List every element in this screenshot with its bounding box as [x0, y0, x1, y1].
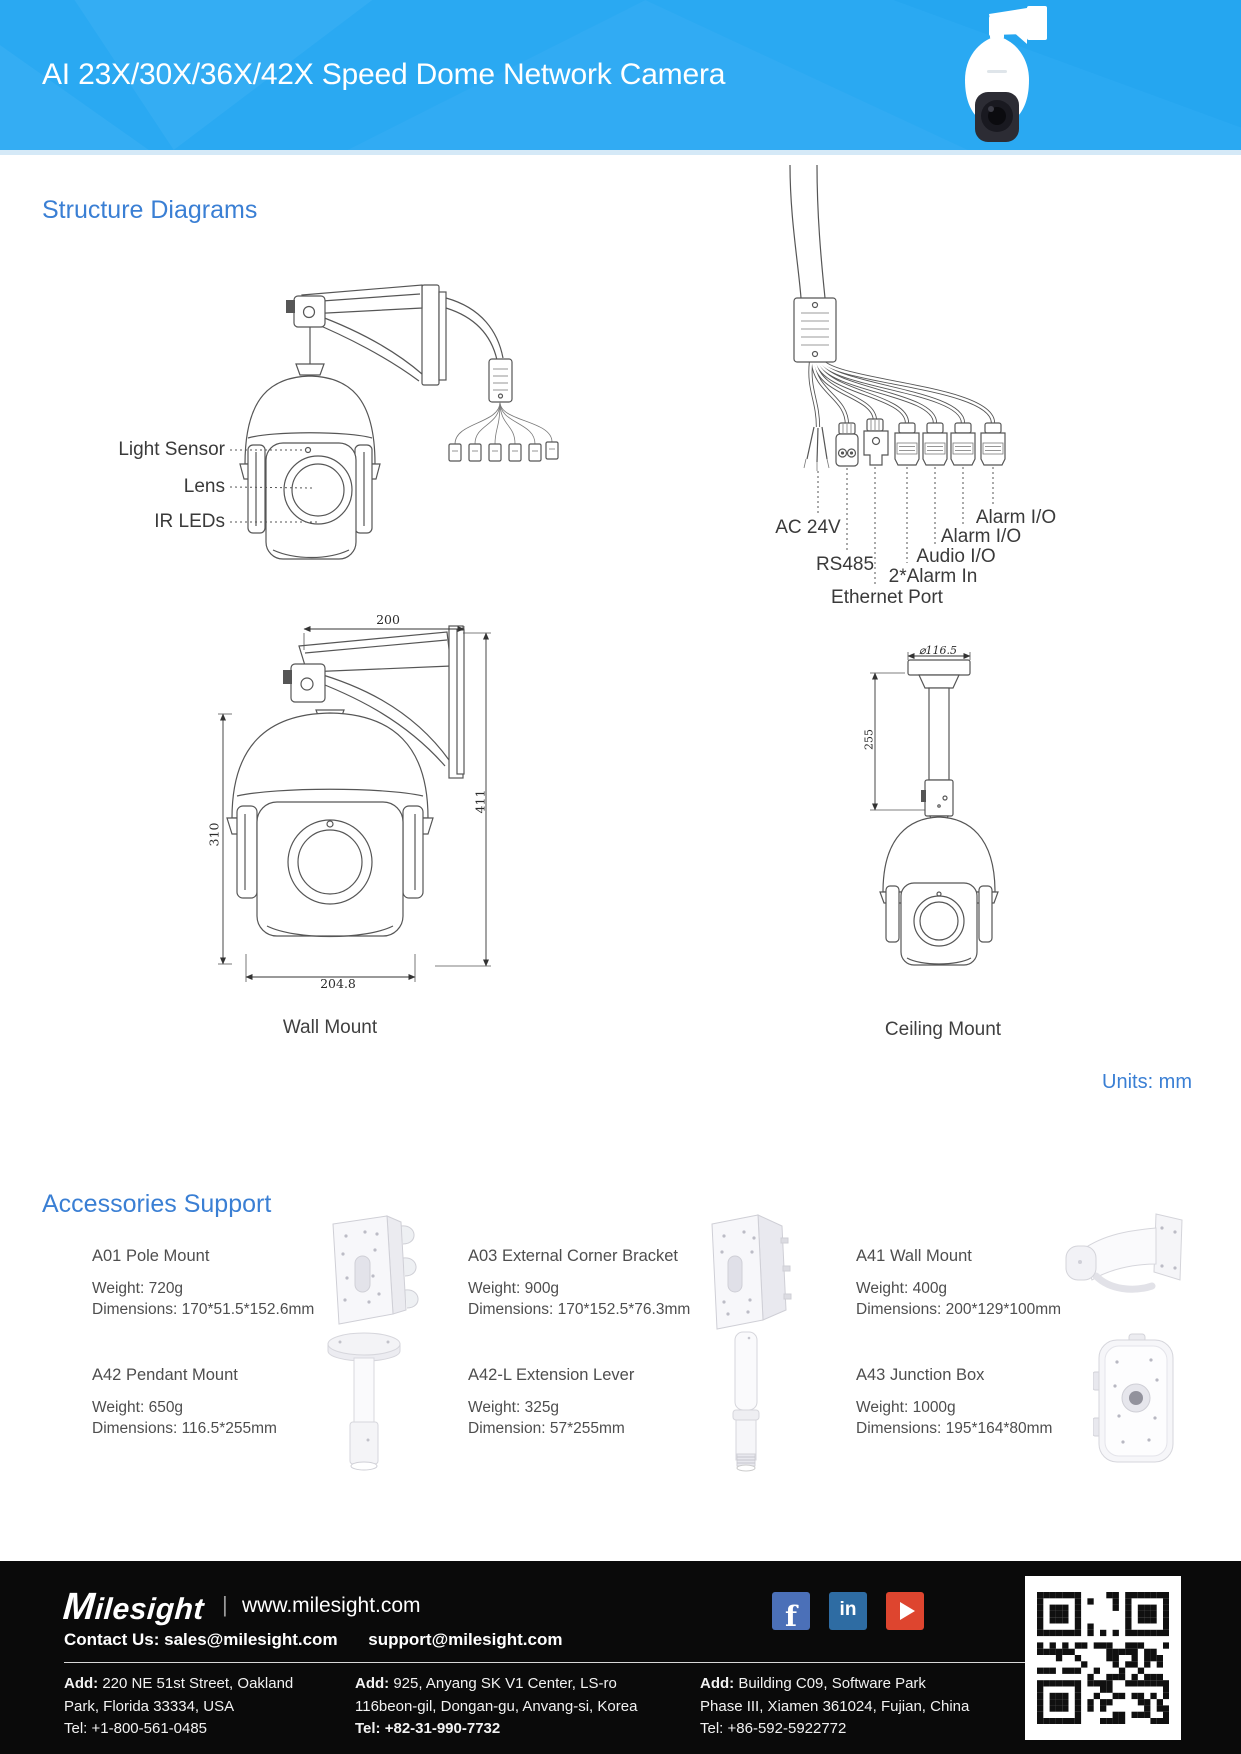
address-line: 220 NE 51st Street, Oakland [98, 1675, 294, 1692]
label-ir-leds: IR LEDs [154, 511, 225, 532]
address-line: 116beon-gil, Dongan-gu, Anvang-si, Korea [355, 1697, 638, 1715]
milesight-logo: Milesight [61, 1586, 206, 1628]
accessory-dimensions: Dimensions: 170*152.5*76.3mm [468, 1301, 691, 1318]
dim-height-255: 255 [862, 729, 876, 750]
accessory-name: A42 Pendant Mount [92, 1366, 238, 1384]
wall-mount-caption: Wall Mount [282, 1017, 378, 1038]
accessory-dimensions: Dimensions: 195*164*80mm [856, 1420, 1053, 1437]
page-title: AI 23X/30X/36X/42X Speed Dome Network Camera [42, 58, 726, 91]
address-usa [64, 1673, 342, 1741]
address-line: 925, Anyang SK V1 Center, LS-ro [389, 1675, 617, 1692]
ceiling-mount-dimension-diagram [855, 640, 1010, 985]
facebook-icon[interactable] [772, 1592, 810, 1633]
structure-diagrams-heading: Structure Diagrams [42, 196, 258, 224]
accessory-name: A43 Junction Box [856, 1366, 985, 1384]
accessory-name: A03 External Corner Bracket [468, 1247, 679, 1265]
label-light-sensor: Light Sensor [118, 439, 225, 460]
address-china [700, 1673, 1018, 1741]
accessory-name: A42-L Extension Lever [468, 1366, 635, 1384]
label-rs485: RS485 [815, 554, 875, 575]
add-label: Add: [700, 1675, 735, 1692]
qr-code-pattern [1037, 1592, 1169, 1724]
accessory-weight: Weight: 720g [92, 1280, 184, 1297]
corner-bracket-image [698, 1208, 796, 1336]
label-alarm-in: 2*Alarm In [888, 566, 978, 587]
dim-height-411: 411 [472, 789, 488, 814]
logo-separator: | [222, 1592, 228, 1617]
label-alarm-io-2: Alarm I/O [975, 507, 1057, 528]
sales-email-link[interactable]: sales@milesight.com [164, 1630, 338, 1649]
accessory-a42l [468, 1366, 838, 1441]
address-tel: Tel: +82-31-990-7732 [355, 1720, 501, 1737]
accessory-weight: Weight: 1000g [856, 1399, 956, 1416]
contact-label: Contact Us: [64, 1630, 160, 1649]
footer-divider [64, 1662, 1030, 1663]
pole-mount-image [313, 1210, 421, 1332]
accessory-weight: Weight: 325g [468, 1399, 560, 1416]
support-email-link[interactable]: support@milesight.com [368, 1630, 563, 1649]
contact-line [64, 1630, 562, 1650]
add-label: Add: [355, 1675, 390, 1692]
add-label: Add: [64, 1675, 99, 1692]
linkedin-in-glyph: in [839, 1599, 857, 1620]
accessory-dimensions: Dimensions: 200*129*100mm [856, 1301, 1062, 1318]
qr-code [1025, 1576, 1181, 1740]
address-line: Park, Florida 33334, USA [64, 1697, 235, 1715]
website-link[interactable]: www.milesight.com [242, 1594, 421, 1617]
label-ac-24v: AC 24V [775, 517, 841, 538]
junction-box-image [1093, 1330, 1181, 1472]
address-line: Building C09, Software Park [734, 1675, 926, 1692]
label-audio-io: Audio I/O [916, 546, 996, 567]
accessory-name: A41 Wall Mount [856, 1247, 972, 1265]
dim-height-310: 310 [206, 822, 222, 847]
label-alarm-io-1: Alarm I/O [940, 526, 1022, 547]
address-korea [355, 1673, 660, 1741]
extension-lever-image [724, 1328, 768, 1476]
address-line: Phase III, Xiamen 361024, Fujian, China [700, 1697, 970, 1715]
youtube-icon[interactable] [886, 1592, 924, 1630]
accessory-dimensions: Dimensions: 116.5*255mm [92, 1420, 277, 1437]
product-photo-speed-dome [945, 4, 1063, 146]
accessory-weight: Weight: 650g [92, 1399, 184, 1416]
address-tel: Tel: +1-800-561-0485 [64, 1720, 208, 1737]
label-ethernet-port: Ethernet Port [831, 587, 943, 608]
pendant-mount-image [310, 1328, 418, 1476]
dim-width-204-8: 204.8 [320, 976, 356, 991]
accessory-weight: Weight: 400g [856, 1280, 948, 1297]
address-tel: Tel: +86-592-5922772 [700, 1720, 847, 1737]
accessory-weight: Weight: 900g [468, 1280, 560, 1297]
youtube-play-glyph [900, 1602, 915, 1620]
dim-width-200: 200 [376, 612, 400, 627]
facebook-f-glyph: f [784, 1600, 798, 1633]
accessory-dimensions: Dimension: 57*255mm [468, 1420, 625, 1437]
wall-mount-dimension-diagram [195, 610, 500, 995]
label-lens: Lens [183, 476, 225, 497]
accessories-heading: Accessories Support [42, 1190, 272, 1218]
ceiling-mount-caption: Ceiling Mount [884, 1019, 1002, 1040]
banner-bottom-strip [0, 150, 1241, 155]
linkedin-icon[interactable] [829, 1592, 867, 1630]
accessory-dimensions: Dimensions: 170*51.5*152.6mm [92, 1301, 315, 1318]
accessory-name: A01 Pole Mount [92, 1247, 210, 1265]
dim-diameter-116-5: ⌀116.5 [918, 644, 958, 657]
units-note: Units: mm [1102, 1071, 1192, 1093]
header-banner [0, 0, 1241, 150]
wall-mount-image [1056, 1206, 1188, 1324]
